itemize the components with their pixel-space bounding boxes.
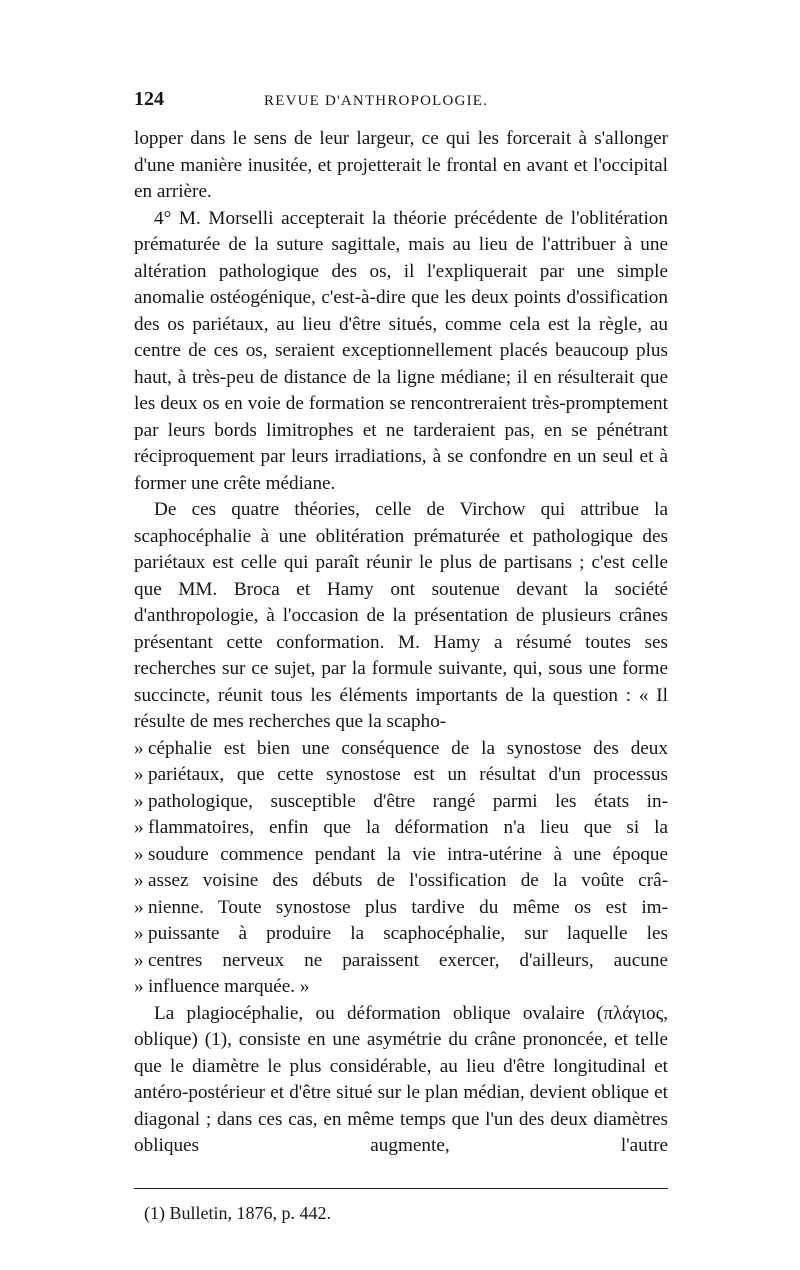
quote-text: flammatoires, enfin que la déformation n'a lieu que si la [148,817,668,838]
paragraph-4: La plagiocéphalie, ou déformation oblique ovalaire (πλάγιος, oblique) (1), consiste en une asymétrie du crâne prononcée, et telle que le diamètre le plus considérable, au lieu d'être longitudinal et antéro-postérieur et d'être situé sur le plan médian, devient oblique et diagonal ; dans ces cas, en même temps que l'un des deux diamètres obliques augmente, l'autre [134,1002,668,1156]
quote-line [134,921,668,948]
quote-text: céphalie est bien une conséquence de la synostose des deux [148,737,668,759]
guillemet: » [134,896,144,918]
quote-line [134,868,668,895]
paragraph-3: De ces quatre théories, celle de Virchow qui attribue la scaphocéphalie à une oblitération prématurée et pathologique des pariétaux est celle qui paraît réunir le plus de partisans ; c'est celle que MM. Broca et Hamy ont soutenue devant la société d'anthropologie, à l'occasion de la présentation de plusieurs crânes présentant cette conformation. M. Hamy a résumé toutes ses recherches sur ce sujet, par la formule suivante, qui, sous une forme succincte, réunit tous les éléments importants de la question : « Il résulte de mes recherches que la scapho- [134,499,668,732]
footnote: (1) Bulletin, 1876, p. 442. [144,1202,331,1223]
guillemet: » [134,923,144,944]
quote-text: pathologique, susceptible d'être rangé parmi les états in- [148,790,668,812]
paragraph-1: lopper dans le sens de leur largeur, ce qui les forcerait à s'allonger d'une manière inusitée, et projetterait le frontal en avant et l'occipital en arrière. [134,128,668,202]
quote-text: influence marquée. » [148,976,310,997]
page-number: 124 [134,88,164,110]
quote-line [134,842,668,869]
quote-line [134,736,668,763]
running-head: REVUE D'ANTHROPOLOGIE. [264,93,489,109]
quote-line [134,948,668,975]
guillemet: » [134,843,144,865]
quote-text: centres nerveux ne paraissent exercer, d'ailleurs, aucune [148,949,668,971]
quote-line [134,815,668,842]
quote-text: puissante à produire la scaphocéphalie, sur laquelle les [148,923,668,944]
guillemet: » [134,976,144,997]
guillemet: » [134,737,144,759]
guillemet: » [134,870,144,891]
quote-text: soudure commence pendant la vie intra-utérine à une époque [148,843,668,865]
guillemet: » [134,817,144,838]
quote-line [134,895,668,922]
quote-text: pariétaux, que cette synostose est un résultat d'un processus [148,764,668,785]
body-text [134,126,668,1160]
quotation-block [134,736,668,1001]
page-header [134,88,668,126]
quote-text: nienne. Toute synostose plus tardive du même os est im- [148,896,668,918]
guillemet: » [134,790,144,812]
quote-line [134,789,668,816]
book-page [134,88,668,1224]
quote-line [134,974,668,1001]
footnote-rule [134,1188,668,1189]
paragraph-2: 4° M. Morselli accepterait la théorie précédente de l'oblitération prématurée de la suture sagittale, mais au lieu de l'attribuer à une altération pathologique des os, il l'expliquerait par une simple anomalie ostéogénique, c'est-à-dire que les deux points d'ossification des os pariétaux, au lieu d'être situés, comme cela est la règle, au centre de ces os, seraient exceptionnellement placés beaucoup plus haut, à très-peu de distance de la ligne médiane; il en résulterait que les deux os en voie de formation se rencontreraient très-promptement par leurs bords limitrophes et ne tarderaient pas, en se pénétrant réciproquement par leurs irradiations, à se confondre en un seul et à former une crête médiane. [134,207,668,494]
guillemet: » [134,949,144,971]
quote-line [134,762,668,789]
quote-text: assez voisine des débuts de l'ossification de la voûte crâ- [148,870,668,891]
guillemet: » [134,764,144,785]
